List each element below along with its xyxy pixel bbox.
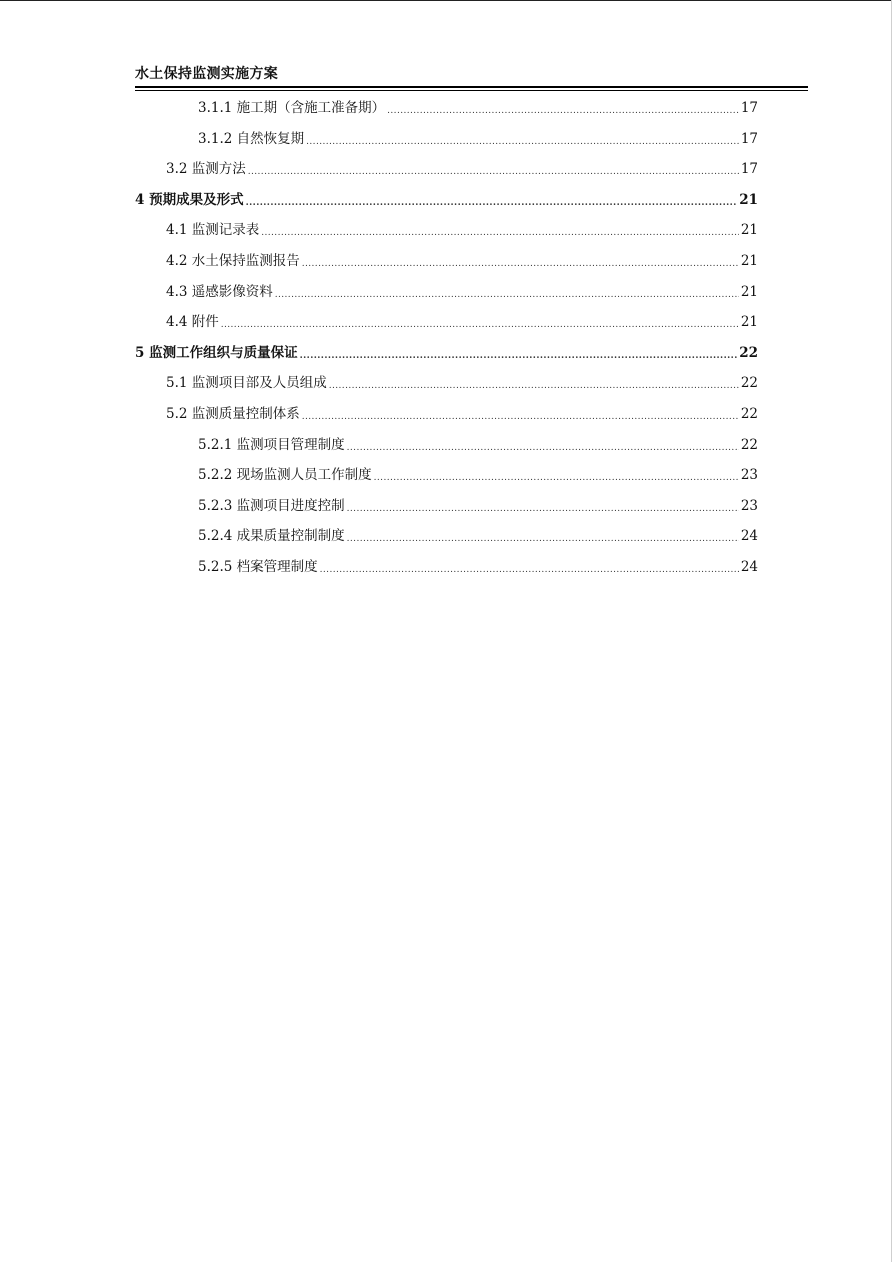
- toc-leader-dots: [347, 529, 739, 549]
- toc-leader-dots: [302, 407, 739, 427]
- toc-leader-dots: [248, 162, 739, 182]
- toc-entry-page-number: 21: [740, 253, 758, 269]
- toc-entry[interactable]: [166, 277, 758, 307]
- toc-entry-label: 4 预期成果及形式: [135, 191, 244, 208]
- toc-entry[interactable]: [198, 430, 758, 460]
- toc-entry-label: 5.2.4 成果质量控制制度: [198, 528, 345, 545]
- toc-entry[interactable]: [135, 185, 758, 215]
- toc-entry-label: 4.4 附件: [166, 314, 219, 331]
- toc-entry-page-number: 24: [740, 528, 758, 545]
- toc-entry-page-number: 23: [740, 467, 758, 484]
- toc-entry-label: 5.2.3 监测项目进度控制: [198, 497, 345, 514]
- toc-entry[interactable]: [198, 460, 758, 490]
- toc-leader-dots: [347, 499, 739, 519]
- toc-leader-dots: [275, 285, 739, 305]
- toc-entry-page-number: 22: [739, 344, 758, 361]
- toc-entry[interactable]: [198, 93, 758, 123]
- toc-entry[interactable]: [198, 124, 758, 154]
- toc-entry[interactable]: [198, 521, 758, 551]
- toc-leader-dots: [320, 560, 739, 580]
- toc-entry[interactable]: [166, 307, 758, 337]
- toc-entry-page-number: 24: [740, 559, 758, 575]
- toc-entry-page-number: 22: [740, 406, 758, 422]
- toc-entry-page-number: 17: [740, 130, 758, 147]
- toc-leader-dots: [347, 438, 739, 458]
- toc-entry-page-number: 23: [740, 497, 758, 514]
- toc-entry[interactable]: [198, 491, 758, 521]
- toc-entry-page-number: 21: [740, 283, 758, 300]
- toc-leader-dots: [302, 254, 739, 274]
- toc-entry[interactable]: [166, 246, 758, 276]
- toc-entry-label: 4.3 遥感影像资料: [166, 283, 273, 300]
- toc-entry[interactable]: [198, 552, 758, 582]
- toc-leader-dots: [300, 346, 738, 366]
- header-rule-thick: [135, 86, 808, 88]
- toc-entry-page-number: 21: [740, 314, 758, 331]
- toc-entry[interactable]: [166, 154, 758, 184]
- toc-entry-label: 5 监测工作组织与质量保证: [135, 344, 298, 361]
- toc-entry-page-number: 22: [740, 436, 758, 453]
- toc-entry-label: 3.1.1 施工期（含施工准备期）: [198, 100, 386, 116]
- toc-leader-dots: [246, 193, 738, 213]
- toc-entry-page-number: 17: [740, 161, 758, 178]
- toc-entry-label: 5.1 监测项目部及人员组成: [166, 375, 327, 392]
- toc-entry[interactable]: [166, 368, 758, 398]
- page-top-border: [0, 0, 892, 1]
- toc-leader-dots: [329, 376, 739, 396]
- toc-entry-label: 5.2.1 监测项目管理制度: [198, 436, 345, 453]
- toc-entry-label: 3.2 监测方法: [166, 161, 246, 178]
- toc-entry-page-number: 21: [740, 222, 758, 239]
- header-title: 水土保持监测实施方案: [135, 66, 278, 82]
- toc-entry[interactable]: [135, 338, 758, 368]
- toc-leader-dots: [387, 101, 739, 121]
- toc-entry-label: 3.1.2 自然恢复期: [198, 130, 305, 147]
- toc-entry-page-number: 17: [740, 100, 758, 116]
- toc-entry-label: 5.2 监测质量控制体系: [166, 406, 300, 422]
- toc-leader-dots: [306, 132, 739, 152]
- toc-entry-page-number: 21: [739, 191, 758, 208]
- toc-entry[interactable]: [166, 215, 758, 245]
- toc-entry-label: 4.2 水土保持监测报告: [166, 253, 300, 269]
- toc-entry-page-number: 22: [740, 375, 758, 392]
- toc-entry-label: 4.1 监测记录表: [166, 222, 260, 239]
- toc-leader-dots: [261, 223, 739, 243]
- toc-entry-label: 5.2.2 现场监测人员工作制度: [198, 467, 372, 484]
- header-rule-thin: [135, 90, 808, 91]
- toc-leader-dots: [374, 468, 739, 488]
- toc-entry[interactable]: [166, 399, 758, 429]
- toc-entry-label: 5.2.5 档案管理制度: [198, 559, 318, 575]
- toc-leader-dots: [221, 315, 739, 335]
